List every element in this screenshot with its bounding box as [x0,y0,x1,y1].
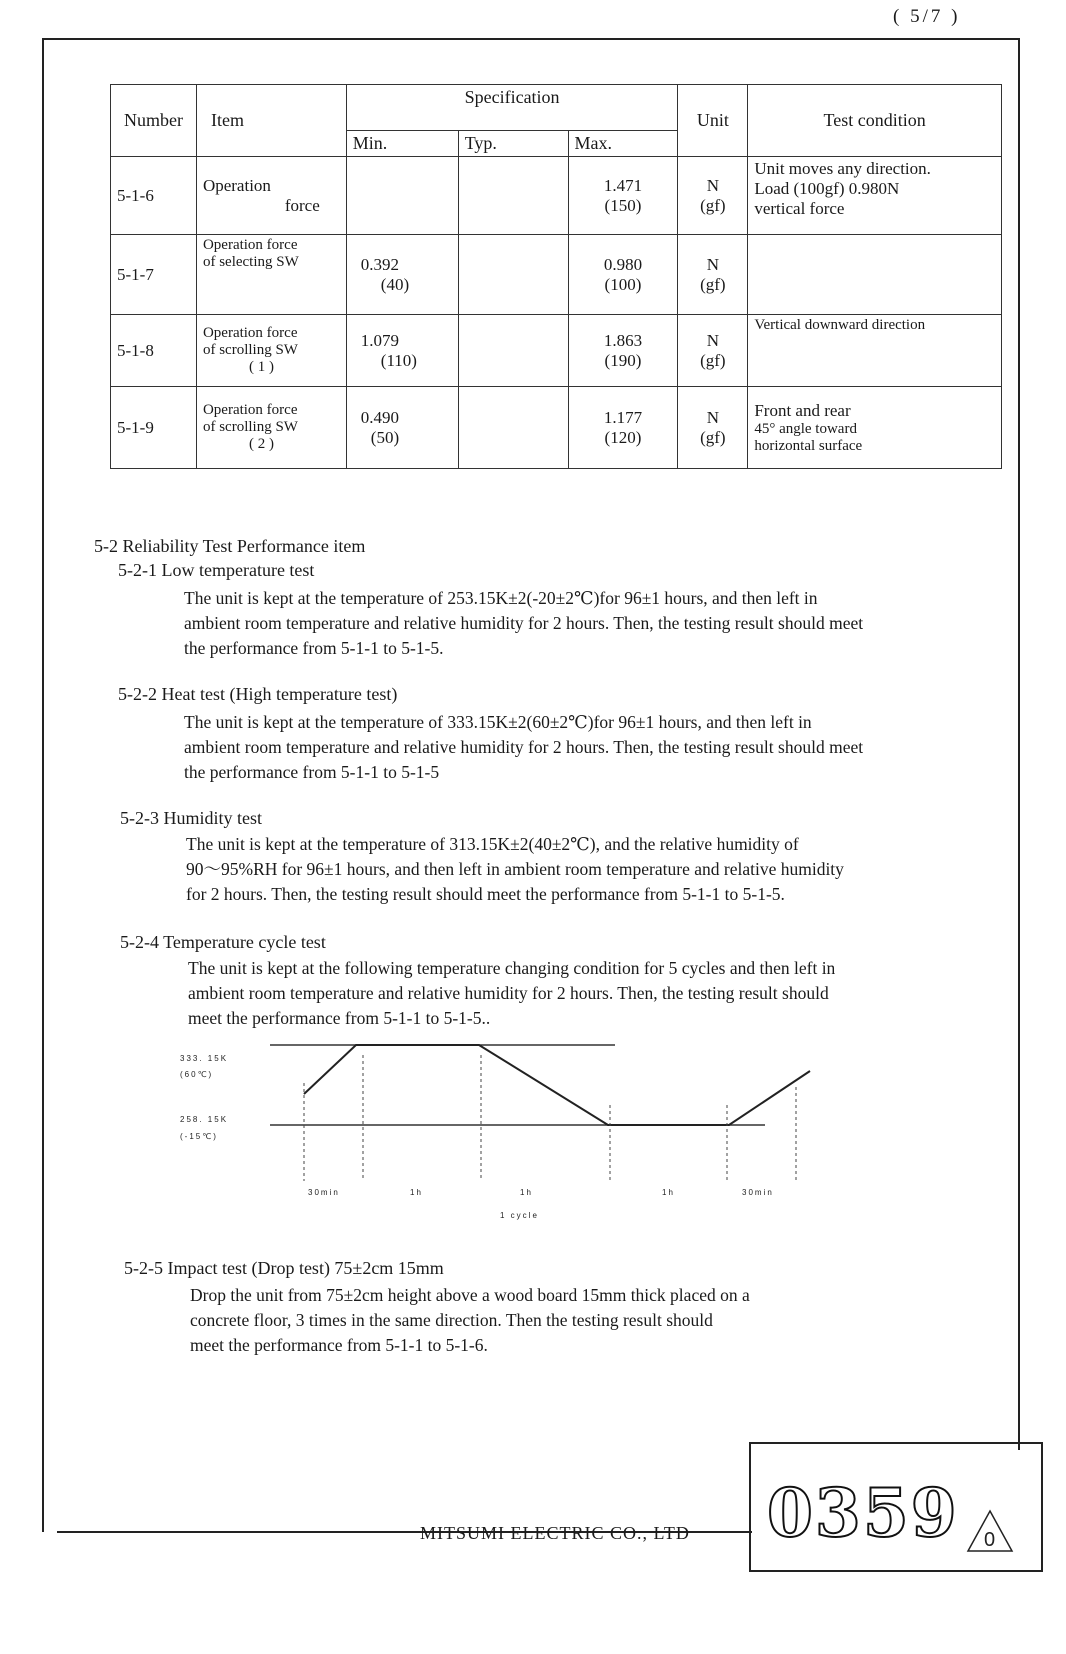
table-row [111,387,1002,469]
row-item [196,235,346,315]
paragraph-line: ambient room temperature and relative humidity for 2 hours. Then, the testing result should [188,983,829,1003]
row-min [346,387,458,469]
condition-line: Front and rear [754,400,851,420]
header-unit: Unit [678,85,748,157]
row-number: 5-1-9 [111,387,197,469]
test-title: 5-2-2 Heat test (High temperature test) [118,684,398,704]
test-title: 5-2-1 Low temperature test [118,560,315,580]
test-paragraph [184,710,863,785]
paragraph-line: The unit is kept at the temperature of 253.15K±2(-20±2℃)for 96±1 hours, and then left in [184,588,818,608]
unit-value: N [706,175,719,195]
frame-top-border [42,38,1020,40]
unit-sub-value: (gf) [700,350,726,370]
frame-left-border [42,38,44,1532]
test-title: 5-2-5 Impact test (Drop test) 75±2cm 15mm [124,1258,444,1278]
high-temp-sub-label: (60℃) [180,1070,214,1079]
frame-right-border [1018,38,1020,1450]
segment-label: 1h [410,1188,423,1197]
row-unit [678,235,748,315]
test-title: 5-2-3 Humidity test [120,808,262,828]
max-value: 1.863 [603,330,643,350]
revision-number: 0 [984,1529,996,1551]
row-unit [678,157,748,235]
row-typ [458,235,568,315]
temperature-cycle-diagram [170,1035,830,1225]
row-max [568,315,678,387]
paragraph-line: meet the performance from 5-1-1 to 5-1-6. [190,1335,488,1355]
item-line: ( 2 ) [248,436,274,452]
item-line: Operation force [202,237,298,253]
revision-triangle-icon [965,1508,1015,1554]
paragraph-line: ambient room temperature and relative humidity for 2 hours. Then, the testing result should meet [184,613,864,633]
unit-value: N [706,407,719,427]
row-max [568,387,678,469]
min-value: 1.079 [360,330,400,350]
paragraph-line: 90～95%RH for 96±1 hours, and then left in ambient room temperature and relative humidity [186,859,844,879]
max-value: 0.980 [603,254,643,274]
item-line: Operation force [202,402,298,418]
test-paragraph [188,956,835,1031]
item-line: of selecting SW [202,254,299,270]
paragraph-line: The unit is kept at the temperature of 313.15K±2(40±2℃), and the relative humidity of [186,834,799,854]
item-line: ( 1 ) [248,359,274,375]
segment-label: 1h [520,1188,533,1197]
paragraph-line: The unit is kept at the temperature of 333.15K±2(60±2℃)for 96±1 hours, and then left in [184,712,812,732]
row-unit [678,315,748,387]
table-row [111,315,1002,387]
header-specification: Specification [346,85,678,131]
header-test-condition: Test condition [748,85,1002,157]
company-name: MITSUMI ELECTRIC CO., LTD [420,1523,690,1543]
max-sub-value: (120) [604,427,642,447]
unit-sub-value: (gf) [700,274,726,294]
item-line: of scrolling SW [202,419,298,435]
table-row [111,235,1002,315]
row-min [346,315,458,387]
item-line: force [284,195,320,215]
row-condition [748,315,1002,387]
condition-line: horizontal surface [754,437,863,454]
low-temp-sub-label: (-15℃) [180,1132,218,1141]
test-paragraph [190,1283,750,1358]
header-min: Min. [346,131,458,157]
paragraph-line: The unit is kept at the following temperature changing condition for 5 cycles and then left in [188,958,836,978]
max-sub-value: (100) [604,274,642,294]
min-value: 0.490 [360,407,400,427]
item-line: Operation [202,175,271,195]
unit-value: N [706,330,719,350]
item-line: of scrolling SW [202,342,298,358]
paragraph-line: concrete floor, 3 times in the same direction. Then the testing result should [190,1310,713,1330]
header-number: Number [111,85,197,157]
max-sub-value: (150) [604,195,642,215]
row-item [196,157,346,235]
condition-line: Vertical downward direction [754,317,926,333]
paragraph-line: the performance from 5-1-1 to 5-1-5. [184,638,444,658]
item-line: Operation force [202,325,298,341]
row-condition [748,157,1002,235]
condition-line: vertical force [754,199,845,218]
paragraph-line: ambient room temperature and relative humidity for 2 hours. Then, the testing result should meet [184,737,864,757]
header-max: Max. [568,131,678,157]
condition-line: 45° angle toward [754,420,857,437]
document-number: 0359 [767,1474,959,1552]
max-value: 1.471 [603,175,643,195]
paragraph-line: the performance from 5-1-1 to 5-1-5 [184,762,440,782]
cycle-label: 1 cycle [500,1211,539,1220]
table-row [111,157,1002,235]
row-typ [458,315,568,387]
unit-sub-value: (gf) [700,195,726,215]
header-item: Item [196,85,346,157]
test-title: 5-2-4 Temperature cycle test [120,932,326,952]
test-paragraph [186,832,844,907]
condition-line: Load (100gf) 0.980N [754,179,900,198]
segment-label: 30min [308,1188,340,1197]
min-sub-value: (50) [370,427,400,447]
row-condition [748,387,1002,469]
max-value: 1.177 [603,407,643,427]
test-paragraph [184,586,863,661]
paragraph-line: for 2 hours. Then, the testing result should meet the performance from 5-1-1 to 5-1-5. [186,884,785,904]
row-typ [458,157,568,235]
row-max [568,235,678,315]
min-sub-value: (40) [380,274,410,294]
paragraph-line: Drop the unit from 75±2cm height above a wood board 15mm thick placed on a [190,1285,750,1305]
row-item [196,315,346,387]
temperature-profile-line [304,1045,810,1125]
condition-line: Unit moves any direction. [754,159,931,178]
row-number: 5-1-8 [111,315,197,387]
row-min [346,157,458,235]
header-typ: Typ. [458,131,568,157]
min-value: 0.392 [360,254,400,274]
row-condition [748,235,1002,315]
page-number: ( 5/7 ) [893,6,961,27]
specification-table [110,84,1002,469]
high-temp-label: 333. 15K [180,1054,229,1063]
row-item [196,387,346,469]
unit-sub-value: (gf) [700,427,726,447]
row-number: 5-1-6 [111,157,197,235]
unit-value: N [706,254,719,274]
section-heading: 5-2 Reliability Test Performance item [94,536,366,556]
row-min [346,235,458,315]
row-max [568,157,678,235]
row-unit [678,387,748,469]
max-sub-value: (190) [604,350,642,370]
row-typ [458,387,568,469]
segment-label: 30min [742,1188,774,1197]
paragraph-line: meet the performance from 5-1-1 to 5-1-5.. [188,1008,491,1028]
min-sub-value: (110) [380,350,417,370]
row-number: 5-1-7 [111,235,197,315]
low-temp-label: 258. 15K [180,1115,229,1124]
segment-label: 1h [662,1188,675,1197]
